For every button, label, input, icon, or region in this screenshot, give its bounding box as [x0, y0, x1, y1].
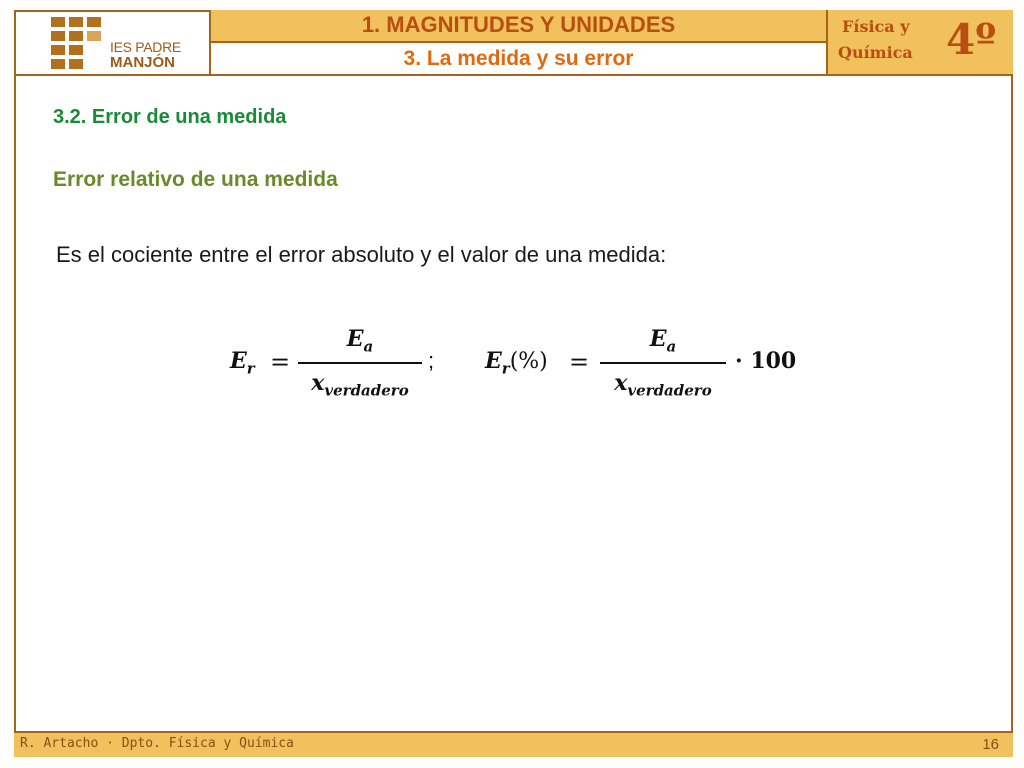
footer-author: R. Artacho · Dpto. Física y Química	[20, 736, 294, 751]
subject-line1: Física y	[842, 17, 910, 36]
formula-denominator: $x_{verdadero}$	[614, 370, 712, 400]
logo-text-line1: IES PADRE	[110, 39, 181, 55]
equals-sign: =	[270, 348, 291, 376]
definition-text: Es el cociente entre el error absoluto y el valor de una medida:	[56, 242, 667, 267]
fraction-bar	[600, 362, 726, 364]
formula-numerator: $E_a$	[346, 326, 374, 356]
unit-title: 1. MAGNITUDES Y UNIDADES	[211, 10, 828, 43]
slide-header	[14, 10, 1013, 76]
equals-sign: =	[569, 348, 590, 376]
fraction-bar	[298, 362, 422, 364]
relative-error-formula	[230, 326, 460, 406]
logo-text-line2: MANJÓN	[110, 54, 176, 71]
lesson-title: 3. La medida y su error	[211, 43, 828, 76]
formula-lhs: $E_r(\%)$	[485, 348, 548, 378]
school-logo	[14, 10, 211, 76]
section-heading: 3.2. Error de una medida	[53, 106, 287, 128]
logo-grid-icon	[51, 17, 107, 69]
formula-lhs: $E_r$	[230, 348, 255, 378]
subheading: Error relativo de una medida	[53, 168, 338, 191]
formula-denominator: $x_{verdadero}$	[311, 370, 409, 400]
formula-numerator: $E_a$	[649, 326, 677, 356]
formula-multiplier: · 100	[735, 348, 797, 374]
subject-badge	[828, 10, 1013, 76]
grade-label: 4º	[946, 15, 997, 64]
formula-separator: ;	[428, 348, 435, 373]
subject-line2: Química	[838, 43, 913, 62]
page-number: 16	[982, 736, 999, 753]
slide-footer	[14, 731, 1013, 757]
percent-relative-error-formula	[485, 326, 805, 406]
